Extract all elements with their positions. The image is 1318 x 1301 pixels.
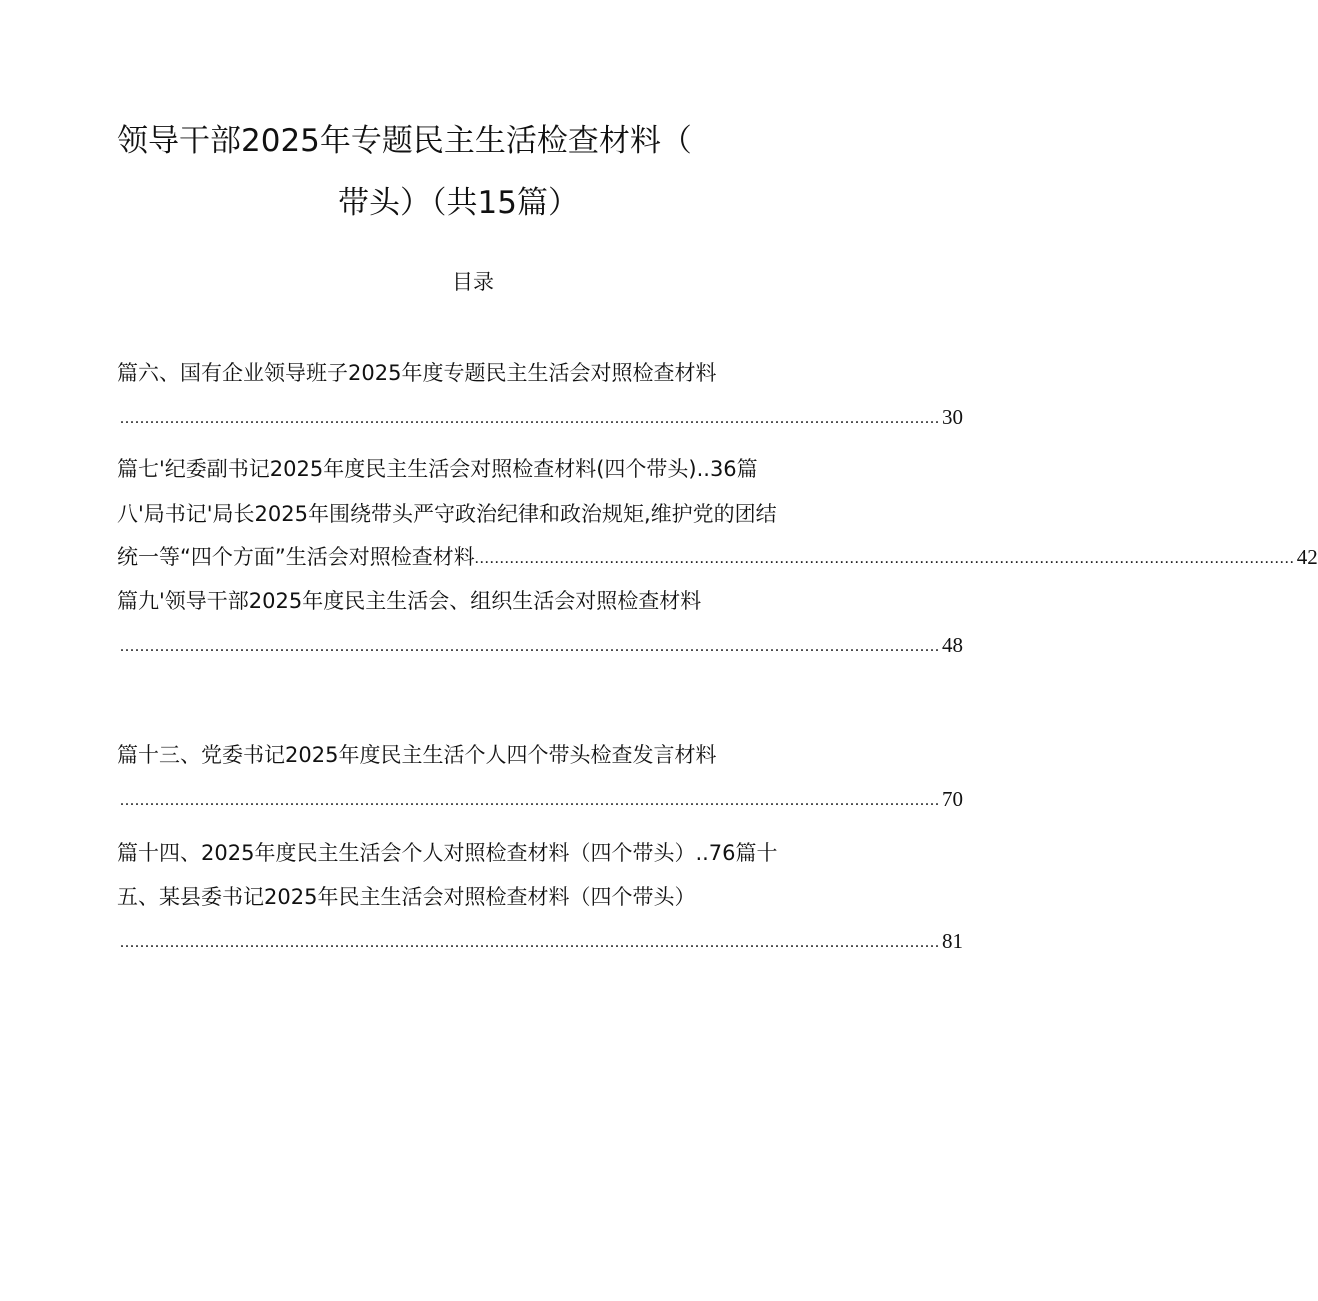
toc-entry-9-page: 48 [942, 633, 963, 657]
dot-leader: .................................................................................................................................................................... [120, 410, 940, 427]
toc-entry-6-page: 30 [942, 405, 963, 429]
toc-entry-14-text[interactable]: 篇十四、2025年度民主生活会个人对照检查材料（四个带头）..76篇十 [117, 841, 778, 865]
dot-leader: .................................................................................................................................................................... [120, 792, 940, 809]
document-title-line-1: 领导干部2025年专题民主生活检查材料（ [117, 123, 692, 159]
toc-entry-15-page: 81 [942, 929, 963, 953]
toc-entry-8-last-line[interactable] [117, 542, 1318, 572]
toc-entry-7-line-1[interactable]: 篇七'纪委副书记2025年度民主生活会对照检查材料(四个带头)..36篇 [117, 457, 758, 481]
toc-heading: 目录 [452, 270, 494, 294]
toc-entry-8-line-1[interactable]: 八'局书记'局长2025年围绕带头严守政治纪律和政治规矩,维护党的团结 [117, 502, 777, 526]
toc-entry-9-text[interactable]: 篇九'领导干部2025年度民主生活会、组织生活会对照检查材料 [117, 589, 702, 613]
toc-entry-15-leader[interactable] [120, 926, 963, 956]
dot-leader: .................................................................................................................................................................... [474, 550, 1295, 567]
document-title-line-2: 带头）（共15篇） [338, 185, 579, 221]
dot-leader: .................................................................................................................................................................... [120, 934, 940, 951]
toc-entry-6-leader[interactable] [120, 402, 963, 432]
toc-entry-8-line-2: 统一等“四个方面”生活会对照检查材料 [117, 545, 475, 569]
toc-entry-8-page: 42 [1296, 545, 1318, 569]
toc-entry-15-text[interactable]: 五、某县委书记2025年民主生活会对照检查材料（四个带头） [117, 885, 696, 909]
toc-entry-13-leader[interactable] [120, 784, 963, 814]
toc-entry-13-text[interactable]: 篇十三、党委书记2025年度民主生活个人四个带头检查发言材料 [117, 743, 717, 767]
toc-entry-9-leader[interactable] [120, 630, 963, 660]
toc-entry-13-page: 70 [942, 787, 963, 811]
dot-leader: .................................................................................................................................................................... [120, 638, 940, 655]
toc-entry-6-text[interactable]: 篇六、国有企业领导班子2025年度专题民主生活会对照检查材料 [117, 361, 717, 385]
